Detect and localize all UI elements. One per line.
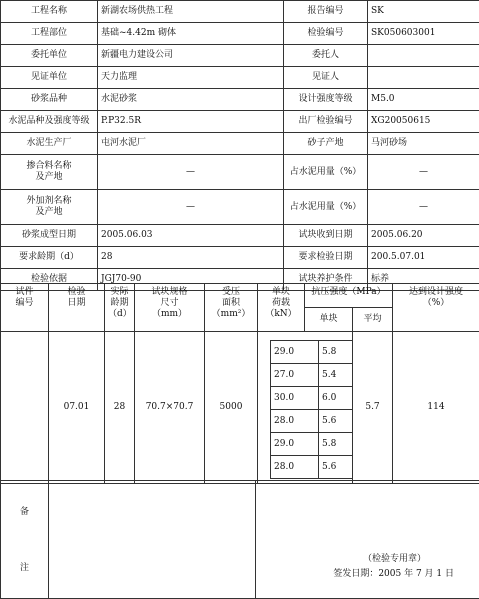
result-percent: 114	[393, 332, 479, 484]
info-label: 报告编号	[284, 1, 368, 23]
info-value: 天力监理	[98, 67, 284, 89]
info-label: 见证单位	[1, 67, 98, 89]
info-value: —	[368, 155, 479, 190]
single-strength: 5.4	[319, 364, 353, 387]
single-load: 28.0	[271, 456, 319, 479]
load-row	[271, 433, 353, 456]
info-table	[0, 0, 479, 291]
info-row	[1, 225, 479, 247]
info-label: 掺合料名称 及产地	[1, 155, 98, 190]
info-value: —	[98, 155, 284, 190]
info-value: 马河砂场	[368, 133, 479, 155]
remarks-table	[0, 480, 479, 599]
info-label: 试块收到日期	[284, 225, 368, 247]
load-row	[271, 410, 353, 433]
single-strength: 6.0	[319, 387, 353, 410]
info-value: XG20050615	[368, 111, 479, 133]
load-row	[271, 364, 353, 387]
info-label: 砂子产地	[284, 133, 368, 155]
info-value: 2005.06.03	[98, 225, 284, 247]
remarks-content	[49, 481, 256, 599]
header-percent: 达到设计强度 （%）	[393, 284, 479, 332]
info-label: 见证人	[284, 67, 368, 89]
info-label: 检验编号	[284, 23, 368, 45]
info-value: SK	[368, 1, 479, 23]
single-load: 28.0	[271, 410, 319, 433]
header-age: 实际 龄期 （d）	[105, 284, 135, 332]
info-label: 设计强度等级	[284, 89, 368, 111]
result-area: 5000	[205, 332, 258, 484]
info-label: 试块养护条件	[284, 269, 368, 291]
info-row	[1, 247, 479, 269]
info-label: 占水泥用量（%）	[284, 155, 368, 190]
load-cell	[258, 332, 353, 484]
info-row	[1, 111, 479, 133]
info-value: 水泥砂浆	[98, 89, 284, 111]
info-label: 检验依据	[1, 269, 98, 291]
single-load: 30.0	[271, 387, 319, 410]
stamp-cell	[256, 481, 479, 599]
info-row	[1, 133, 479, 155]
info-row	[1, 45, 479, 67]
info-value: P.P32.5R	[98, 111, 284, 133]
info-value: 屯河水泥厂	[98, 133, 284, 155]
result-average: 5.7	[353, 332, 393, 484]
result-age: 28	[105, 332, 135, 484]
result-size: 70.7×70.7	[135, 332, 205, 484]
info-row	[1, 67, 479, 89]
single-load: 29.0	[271, 341, 319, 364]
info-value: 标养	[368, 269, 479, 291]
results-table	[0, 283, 479, 484]
info-value: 200.5.07.01	[368, 247, 479, 269]
info-row	[1, 89, 479, 111]
info-label: 委托人	[284, 45, 368, 67]
info-label: 占水泥用量（%）	[284, 190, 368, 225]
header-area: 受压 面积 （mm²）	[205, 284, 258, 332]
result-date: 07.01	[49, 332, 105, 484]
info-value: 28	[98, 247, 284, 269]
load-subtable	[270, 340, 353, 479]
header-strength: 抗压强度（MPa）	[305, 284, 393, 308]
info-value	[368, 45, 479, 67]
single-strength: 5.6	[319, 456, 353, 479]
info-value: 新疆电力建设公司	[98, 45, 284, 67]
header-test-date: 检验 日期	[49, 284, 105, 332]
info-row	[1, 23, 479, 45]
info-value: 新湖农场供热工程	[98, 1, 284, 23]
info-value: —	[98, 190, 284, 225]
info-label: 水泥生产厂	[1, 133, 98, 155]
header-average: 平均	[353, 308, 393, 332]
stamp-block	[333, 552, 454, 582]
result-specimen	[1, 332, 49, 484]
info-row	[1, 155, 479, 190]
single-load: 27.0	[271, 364, 319, 387]
header-single: 单块	[305, 308, 353, 332]
info-label: 水泥品种及强度等级	[1, 111, 98, 133]
info-label: 工程部位	[1, 23, 98, 45]
info-label: 出厂检验编号	[284, 111, 368, 133]
stamp-label: （检验专用章）	[333, 552, 454, 567]
info-value: —	[368, 190, 479, 225]
info-label: 要求检验日期	[284, 247, 368, 269]
info-value: 基础~4.42m 砌体	[98, 23, 284, 45]
info-value: M5.0	[368, 89, 479, 111]
info-value	[368, 67, 479, 89]
info-value: SK050603001	[368, 23, 479, 45]
info-label: 要求龄期（d）	[1, 247, 98, 269]
header-specimen: 试件 编号	[1, 284, 49, 332]
info-row	[1, 190, 479, 225]
issue-date: 签发日期：2005 年 7 月 1 日	[333, 567, 454, 582]
load-row	[271, 387, 353, 410]
info-label: 委托单位	[1, 45, 98, 67]
info-label: 工程名称	[1, 1, 98, 23]
header-load: 单块 荷载 （kN）	[258, 284, 305, 332]
info-value: JGJ70-90	[98, 269, 284, 291]
single-strength: 5.6	[319, 410, 353, 433]
remarks-label: 备 注	[1, 481, 49, 599]
single-strength: 5.8	[319, 433, 353, 456]
single-load: 29.0	[271, 433, 319, 456]
single-strength: 5.8	[319, 341, 353, 364]
load-row	[271, 456, 353, 479]
info-row	[1, 1, 479, 23]
load-row	[271, 341, 353, 364]
info-value: 2005.06.20	[368, 225, 479, 247]
info-label: 砂浆品种	[1, 89, 98, 111]
header-size: 试块规格 尺寸 （mm）	[135, 284, 205, 332]
info-label: 砂浆成型日期	[1, 225, 98, 247]
info-label: 外加剂名称 及产地	[1, 190, 98, 225]
